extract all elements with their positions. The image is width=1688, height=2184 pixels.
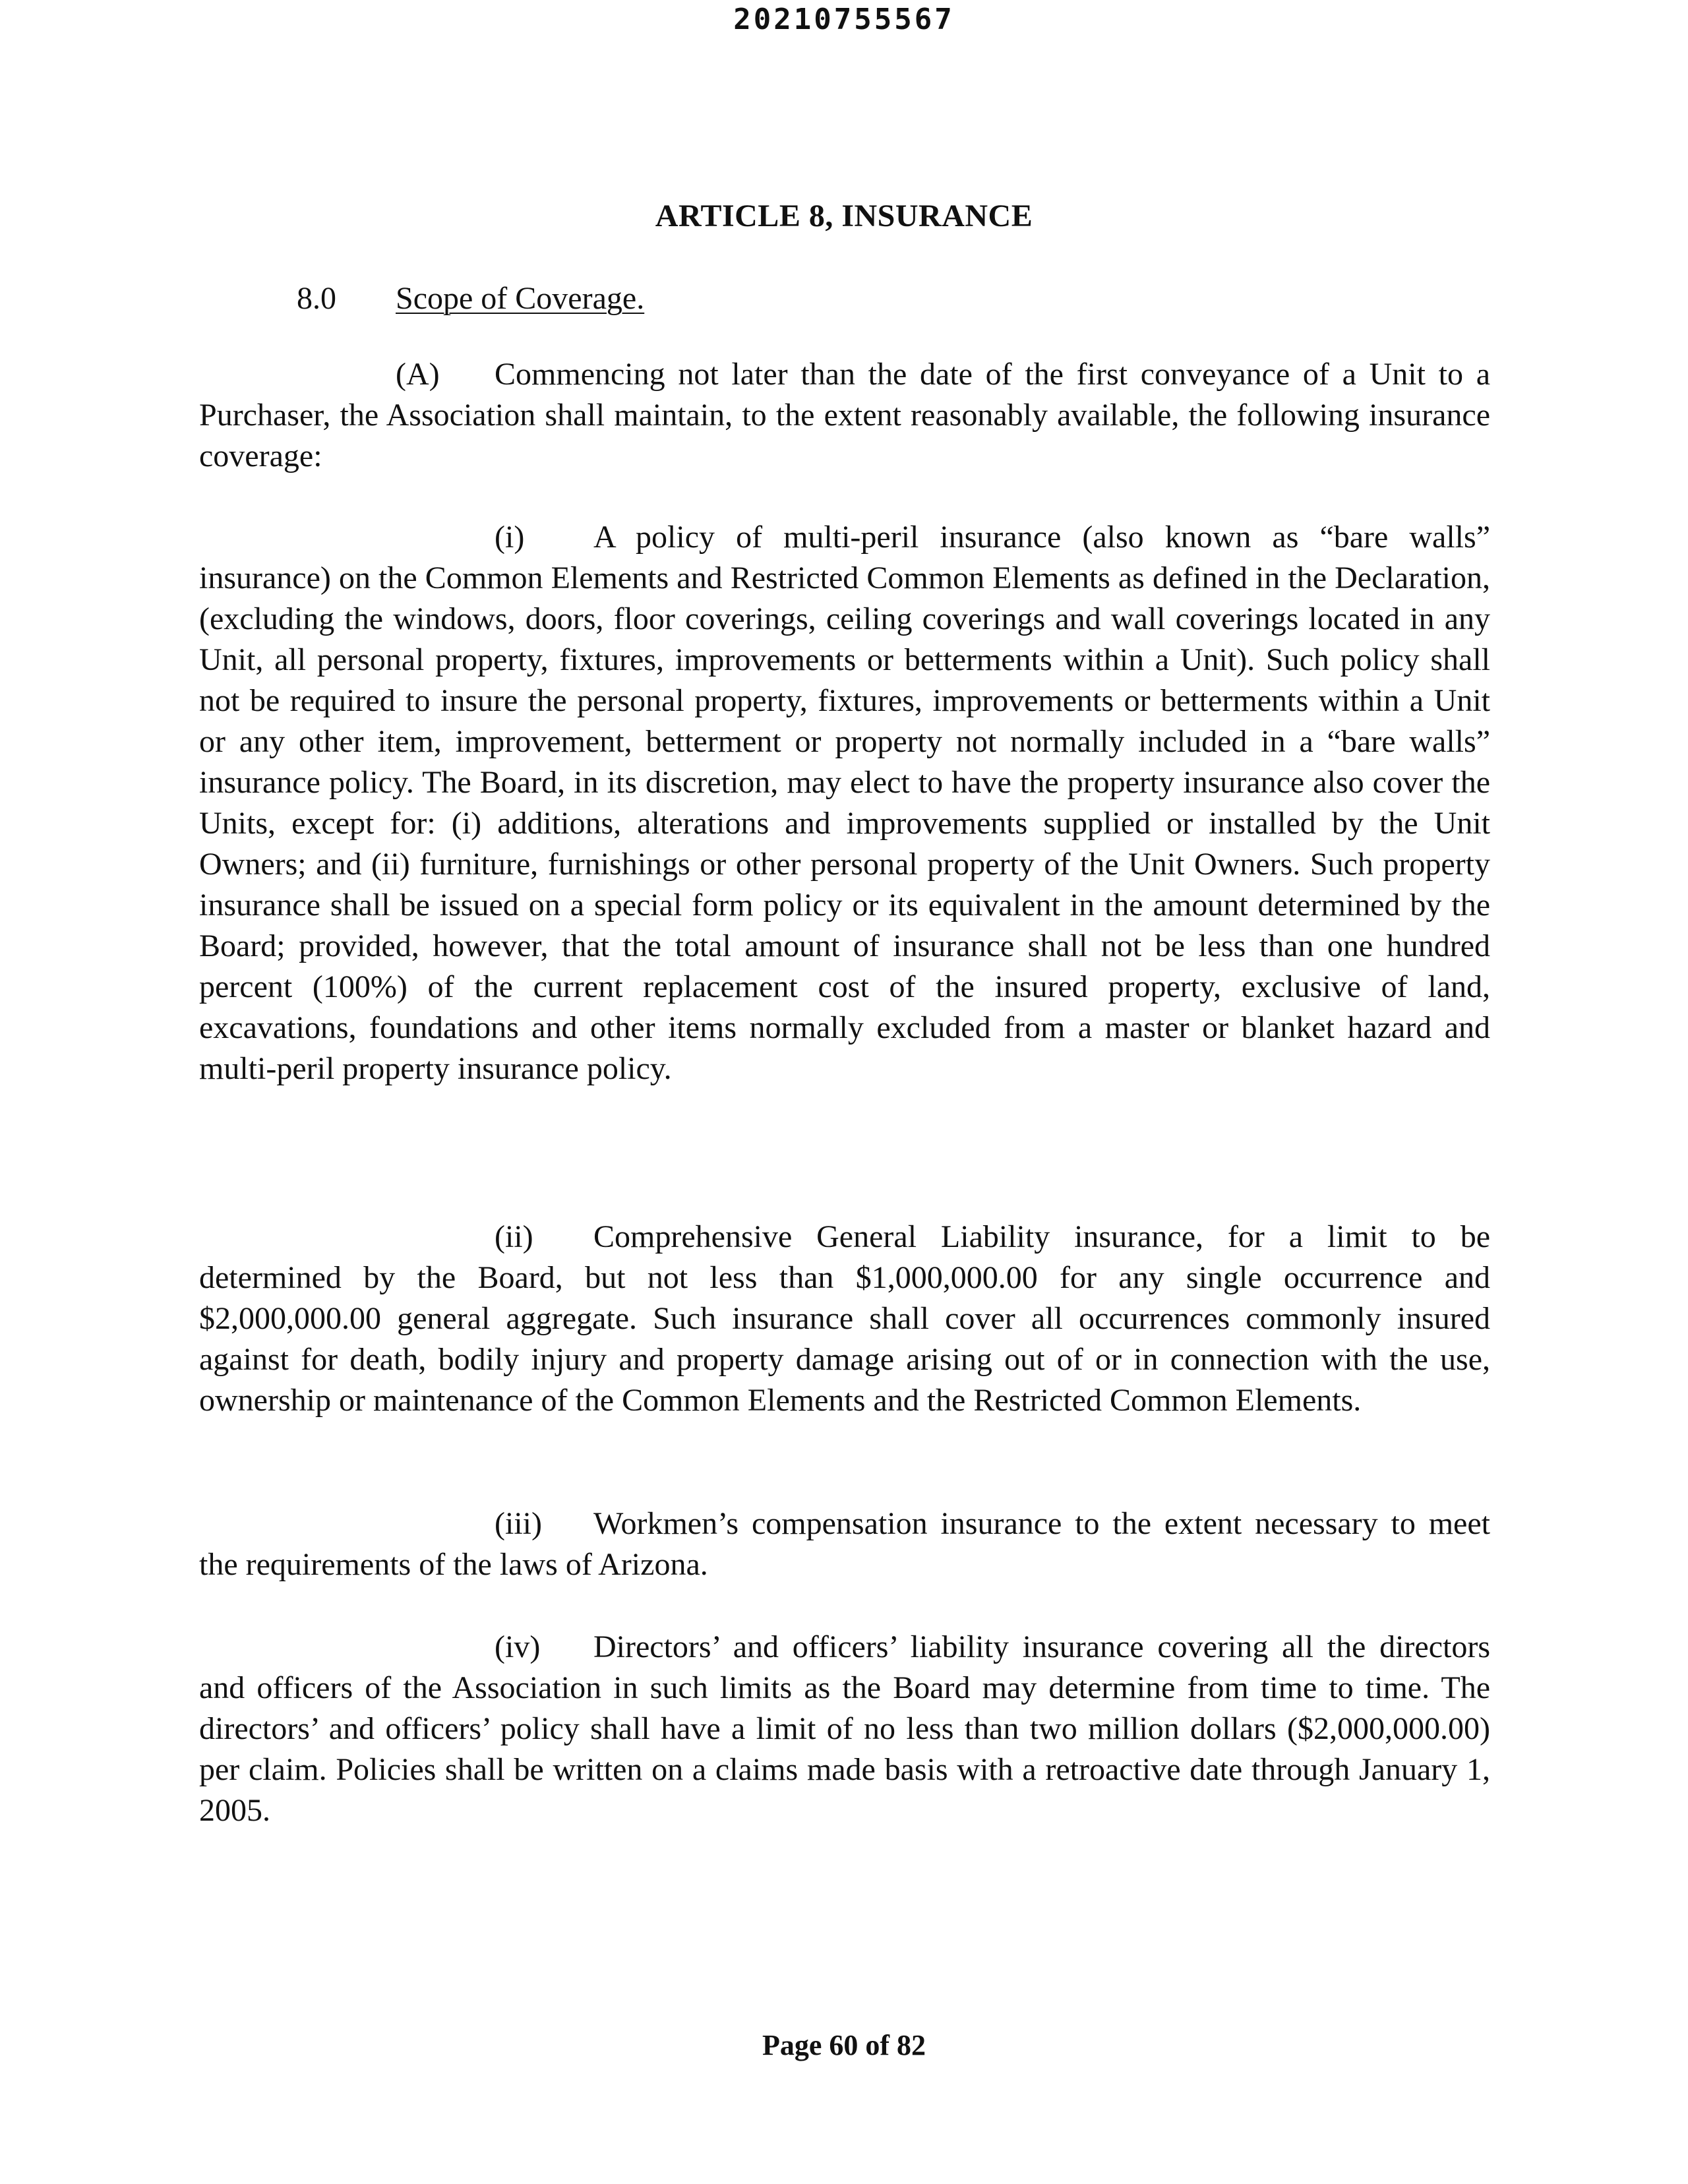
paragraph-text: A policy of multi-peril insurance (also known as “bare walls” insurance) on the Common Elements and Restricted Common Elements as defined in the Declaration, (excluding the windows, doors, floor coverings, ceiling coverings and wall coverings located in any Unit, all personal property, fixtures, improvements or betterments within a Unit). Such policy shall not be required to insure the personal property, fixtures, improvements or betterments within a Unit or any other item, improvement, betterment or property not normally included in a “bare walls” insurance policy. The Board, in its discretion, may elect to have the property insurance also cover the Units, except for: (i) additions, alterations and improvements supplied or installed by the Unit Owners; and (ii) furniture, furnishings or other personal property of the Unit Owners. Such property insurance shall be issued on a special form policy or its equivalent in the amount determined by the Board; provided, however, that the total amount of insurance shall not be less than one hundred percent (100%) of the current replacement cost of the insured property, exclusive of land, excavations, foundations and other items normally excluded from a master or blanket hazard and multi-peril property insurance policy.	[199, 520, 1490, 1086]
paragraph-marker: (iii)	[495, 1506, 542, 1541]
paragraph-text: Comprehensive General Liability insurance, for a limit to be determined by the Board, but not less than $1,000,000.00 for any single occurrence and $2,000,000.00 general aggregate. Such insurance shall cover all occurrences commonly insured against for death, bodily injury and property damage arising out of or in connection with the use, ownership or maintenance of the Common Elements and the Restricted Common Elements.	[199, 1219, 1490, 1418]
paragraph-ii	[199, 1217, 1490, 1421]
section-number: 8.0	[297, 281, 336, 316]
paragraph-marker: (ii)	[495, 1219, 533, 1254]
recording-number: 20210755567	[733, 3, 955, 36]
paragraph-a	[199, 354, 1490, 477]
section-title: Scope of Coverage.	[396, 281, 645, 316]
paragraph-marker: (i)	[495, 520, 525, 555]
paragraph-marker: (iv)	[495, 1629, 541, 1664]
section-heading	[297, 280, 644, 317]
paragraph-iv	[199, 1627, 1490, 1831]
page-number: Page 60 of 82	[762, 2029, 926, 2061]
paragraph-text: Commencing not later than the date of the first conveyance of a Unit to a Purchaser, the Association shall maintain, to the extent reasonably available, the following insurance coverage:	[199, 357, 1490, 473]
article-title: ARTICLE 8, INSURANCE	[655, 198, 1033, 233]
paragraph-text: Workmen’s compensation insurance to the extent necessary to meet the requirements of the laws of Arizona.	[199, 1506, 1490, 1582]
paragraph-marker: (A)	[396, 357, 440, 392]
paragraph-text: Directors’ and officers’ liability insurance covering all the directors and officers of the Association in such limits as the Board may determine from time to time. The directors’ and officers’ policy shall have a limit of no less than two million dollars ($2,000,000.00) per claim. Policies shall be written on a claims made basis with a retroactive date through January 1, 2005.	[199, 1629, 1490, 1828]
paragraph-i	[199, 517, 1490, 1089]
paragraph-iii	[199, 1503, 1490, 1585]
